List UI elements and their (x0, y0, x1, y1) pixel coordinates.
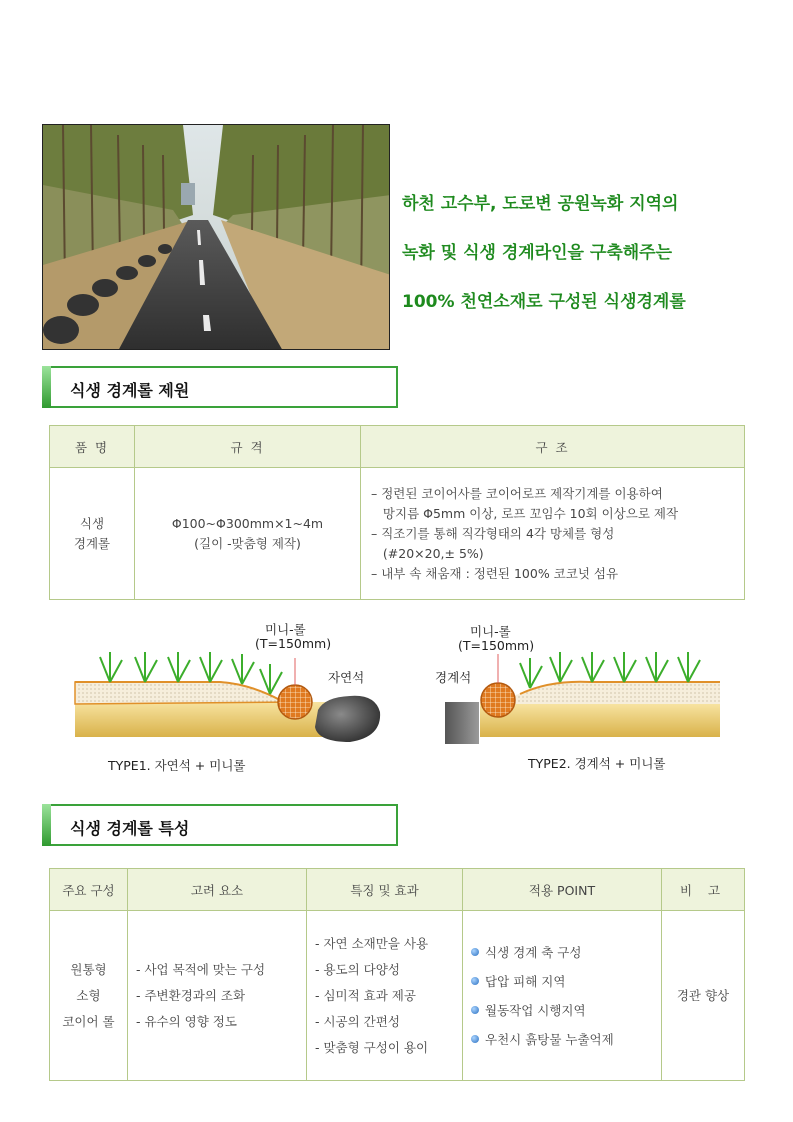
spec-table-header (50, 426, 745, 468)
section-title-features (42, 804, 398, 846)
point-item-text: 우천시 흙탕물 누출억제 (485, 1031, 614, 1047)
type2-caption: TYPE2. 경계석 + 미니롤 (528, 756, 666, 771)
spec-size-line: (길이 -맞춤형 제작) (194, 535, 301, 551)
point-item (471, 938, 653, 967)
section-title-features-text: 식생 경계롤 특성 (70, 819, 190, 838)
factor-item: - 사업 목적에 맞는 구성 (136, 961, 266, 977)
point-item-text: 월동작업 시행지역 (485, 1002, 586, 1018)
type1-caption: TYPE1. 자연석 + 미니롤 (108, 758, 246, 773)
point-item-text: 답압 피해 지역 (485, 973, 566, 989)
bullet-icon (471, 948, 479, 956)
spec-cell-structure (361, 468, 745, 600)
feat-header-points: 적용 POINT (463, 869, 662, 911)
effect-item: - 용도의 다양성 (315, 961, 400, 977)
type2-stone-label: 경계석 (435, 670, 472, 685)
structure-line: – 직조기를 통해 직각형태의 4각 망체를 형성 (371, 525, 615, 541)
structure-line: (#20×20,± 5%) (371, 545, 484, 561)
spec-cell-name (50, 468, 135, 600)
structure-line: 망지름 Φ5mm 이상, 로프 꼬임수 10회 이상으로 제작 (371, 505, 679, 521)
effect-item: - 자연 소재만을 사용 (315, 935, 429, 951)
feat-cell-effects (307, 911, 463, 1081)
spec-header-size: 규 격 (135, 426, 361, 468)
point-item (471, 967, 653, 996)
section-title-spec (42, 366, 398, 408)
feat-header-note: 비 고 (662, 869, 745, 911)
feat-cell-composition (50, 911, 128, 1081)
spec-table-row (50, 468, 745, 600)
section-marker (42, 804, 51, 846)
section-title-spec-text: 식생 경계롤 제원 (70, 381, 190, 400)
feat-header-composition: 주요 구성 (50, 869, 128, 911)
bullet-icon (471, 1006, 479, 1014)
effect-item: - 맞춤형 구성이 용이 (315, 1039, 429, 1055)
feat-header-effects: 특징 및 효과 (307, 869, 463, 911)
spec-table (49, 425, 745, 600)
feat-header-factors: 고려 요소 (128, 869, 307, 911)
spec-header-name: 품 명 (50, 426, 135, 468)
structure-line: – 정련된 코이어사를 코이어로프 제작기계를 이용하여 (371, 485, 663, 501)
composition-line: 원통형 (70, 961, 107, 977)
bullet-icon (471, 977, 479, 985)
intro-line-1: 하천 고수부, 도로변 공원녹화 지역의 (402, 194, 679, 214)
spec-cell-size (135, 468, 361, 600)
composition-line: 코이어 롤 (62, 1013, 115, 1029)
feature-table-row (50, 911, 745, 1081)
feature-table (49, 868, 745, 1081)
type1-mini-roll-label: 미니-롤 (265, 622, 306, 637)
type2-thickness-label: (T=150mm) (458, 638, 535, 653)
type1-stone-label: 자연석 (328, 670, 365, 685)
feat-cell-factors (128, 911, 307, 1081)
bike-path-photo (42, 124, 390, 350)
spec-name-line: 경계롤 (73, 535, 111, 551)
point-item-text: 식생 경계 축 구성 (485, 944, 582, 960)
factor-item: - 유수의 영향 정도 (136, 1013, 237, 1029)
installation-diagram (50, 612, 750, 782)
intro-line-3: 100% 천연소재로 구성된 식생경계롤 (402, 292, 686, 312)
section-marker (42, 366, 51, 408)
spec-header-structure: 구 조 (361, 426, 745, 468)
type2-mini-roll-label: 미니-롤 (470, 624, 511, 639)
type1-thickness-label: (T=150mm) (255, 636, 332, 651)
structure-line: – 내부 속 채움재 : 정련된 100% 코코넛 섬유 (371, 565, 619, 581)
composition-line: 소형 (76, 987, 101, 1003)
intro-line-2: 녹화 및 식생 경계라인을 구축해주는 (402, 243, 673, 263)
effect-item: - 시공의 간편성 (315, 1013, 400, 1029)
feat-cell-points (463, 911, 662, 1081)
feat-cell-note: 경관 향상 (662, 911, 745, 1081)
intro-text (402, 180, 772, 327)
point-item (471, 996, 653, 1025)
factor-item: - 주변환경과의 조화 (136, 987, 246, 1003)
spec-name-line: 식생 (79, 515, 105, 531)
bullet-icon (471, 1035, 479, 1043)
spec-size-line: Φ100~Φ300mm×1~4m (171, 515, 324, 531)
effect-item: - 심미적 효과 제공 (315, 987, 416, 1003)
point-item (471, 1025, 653, 1054)
feature-table-header (50, 869, 745, 911)
